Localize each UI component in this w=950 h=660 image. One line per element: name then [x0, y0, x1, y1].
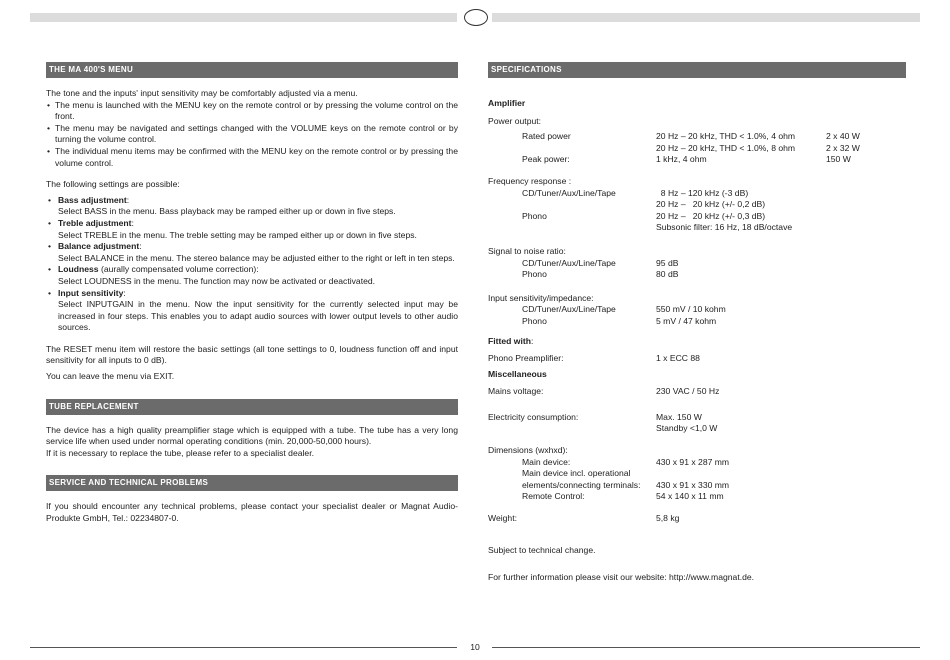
- setting-title: Balance adjustment: [58, 241, 140, 252]
- tube-heading: TUBE REPLACEMENT: [46, 399, 458, 415]
- spec-value: 80 dB: [656, 269, 679, 280]
- setting-text: Select BALANCE in the menu. The stereo balance may be adjusted either to the right or left in ten steps.: [58, 252, 455, 263]
- spec-heading: SPECIFICATIONS: [488, 62, 906, 78]
- spec-row: [488, 304, 906, 316]
- fitted-suffix: :: [530, 335, 534, 346]
- spec-value: Max. 150 W: [656, 411, 702, 422]
- spec-row: [488, 457, 906, 469]
- spec-label: Remote Control:: [522, 491, 585, 502]
- spec-row: [488, 412, 906, 424]
- tube-text: The device has a high quality preamplifier stage which is equipped with a tube. The tube has a very long service life when used under normal operating conditions (min. 20,000-50,000 hours).: [46, 424, 458, 447]
- bottom-line-left: [30, 647, 457, 648]
- amplifier-heading: Amplifier: [488, 98, 526, 108]
- spec-row: [488, 258, 906, 270]
- spec-value: 2 x 32 W: [826, 142, 860, 153]
- spec-label: elements/connecting terminals:: [522, 479, 641, 490]
- setting-treble: [46, 218, 458, 241]
- dimensions-label: Dimensions (wxhxd):: [488, 445, 568, 456]
- spec-label: Electricity consumption:: [488, 411, 579, 422]
- spec-value: 5,8 kg: [656, 513, 680, 524]
- spec-row: [488, 131, 906, 143]
- setting-text: Select LOUDNESS in the menu. The function may now be activated or deactivated.: [58, 275, 376, 286]
- left-column: [46, 62, 458, 525]
- setting-suffix: :: [139, 241, 142, 252]
- spec-row: [488, 423, 906, 435]
- spec-label: CD/Tuner/Aux/Line/Tape: [522, 304, 616, 315]
- spec-row: [488, 222, 906, 234]
- misc-heading: Miscellaneous: [488, 368, 547, 379]
- spec-value: 5 mV / 47 kohm: [656, 315, 717, 326]
- setting-suffix: :: [123, 287, 126, 298]
- setting-suffix: :: [126, 194, 130, 205]
- spec-value: 230 VAC / 50 Hz: [656, 386, 720, 397]
- setting-suffix: :: [131, 217, 134, 228]
- spec-value: 550 mV / 10 kohm: [656, 304, 726, 315]
- settings-intro: The following settings are possible:: [46, 179, 180, 190]
- spec-value: 430 x 91 x 330 mm: [656, 479, 730, 490]
- service-heading: SERVICE AND TECHNICAL PROBLEMS: [46, 475, 458, 491]
- spec-label: CD/Tuner/Aux/Line/Tape: [522, 187, 616, 198]
- bottom-line-right: [492, 647, 920, 648]
- spec-value: 20 Hz – 20 kHz, THD < 1.0%, 4 ohm: [656, 131, 796, 142]
- spec-value: 2 x 40 W: [826, 131, 860, 142]
- spec-label: Weight:: [488, 513, 517, 524]
- setting-text: Select INPUTGAIN in the menu. Now the input sensitivity for the currently selected input may be increased in four steps. This enables you to adapt audio sources with lower output levels to other audio sources.: [58, 299, 458, 333]
- further-info: For further information please visit our website: http://www.magnat.de.: [488, 572, 755, 583]
- spec-row: [488, 480, 906, 492]
- reset-text: The RESET menu item will restore the basic settings (all tone settings to 0, loudness function off and input sensitivity for all inputs to 0 dB).: [46, 343, 458, 366]
- setting-title: Treble adjustment: [58, 217, 132, 228]
- setting-input-sensitivity: [46, 288, 458, 334]
- sensitivity-label: Input sensitivity/impedance:: [488, 292, 594, 303]
- right-column: [488, 62, 906, 584]
- spec-row: [488, 211, 906, 223]
- menu-intro: The tone and the inputs' input sensitivity may be comfortably adjusted via a menu.: [46, 88, 358, 98]
- spec-value: 8 Hz – 120 kHz (-3 dB): [656, 187, 749, 198]
- spec-row: [488, 353, 906, 365]
- spec-label: Phono: [522, 269, 547, 280]
- spec-row: [488, 468, 906, 480]
- menu-bullets: [46, 100, 458, 170]
- top-bar-left: [30, 13, 457, 22]
- subject-to-change: Subject to technical change.: [488, 544, 596, 555]
- spec-value: Subsonic filter: 16 Hz, 18 dB/octave: [656, 222, 793, 233]
- exit-text: You can leave the menu via EXIT.: [46, 371, 175, 382]
- spec-value: 150 W: [826, 154, 851, 165]
- spec-row: [488, 316, 906, 328]
- spec-value: Standby <1,0 W: [656, 423, 718, 434]
- fitted-heading: Fitted with: [488, 335, 531, 346]
- spec-row: [488, 188, 906, 200]
- setting-text: Select TREBLE in the menu. The treble setting may be ramped either up or down in five steps.: [58, 229, 417, 240]
- spec-label: Peak power:: [522, 154, 570, 165]
- spec-value: 1 kHz, 4 ohm: [656, 154, 707, 165]
- spec-label: Main device incl. operational: [522, 468, 631, 479]
- spec-row: [488, 513, 906, 525]
- spec-value: 20 Hz – 20 kHz (+/- 0,3 dB): [656, 210, 766, 221]
- spec-row: [488, 491, 906, 503]
- spec-label: Phono: [522, 315, 547, 326]
- spec-value: 1 x ECC 88: [656, 353, 700, 364]
- top-bar-right: [492, 13, 920, 22]
- power-output-label: Power output:: [488, 115, 542, 126]
- settings-list: [46, 195, 458, 334]
- spec-row: [488, 154, 906, 166]
- spec-label: Mains voltage:: [488, 386, 544, 397]
- spec-value: 54 x 140 x 11 mm: [656, 491, 724, 502]
- snr-label: Signal to noise ratio:: [488, 245, 566, 256]
- page-oval-mark: [464, 9, 488, 26]
- spec-row: [488, 143, 906, 155]
- menu-bullet: • The menu may be navigated and settings changed with the VOLUME keys on the remote control or by turning the volume control.: [46, 123, 458, 146]
- menu-bullet: • The individual menu items may be confirmed with the MENU key on the remote control or by pressing the volume control.: [46, 146, 458, 169]
- spec-value: 430 x 91 x 287 mm: [656, 456, 730, 467]
- menu-heading: THE MA 400'S MENU: [46, 62, 458, 78]
- setting-text: Select BASS in the menu. Bass playback may be ramped either up or down in five steps.: [58, 206, 396, 217]
- spec-value: 95 dB: [656, 257, 679, 268]
- setting-loudness: [46, 264, 458, 287]
- spec-value: 20 Hz – 20 kHz, THD < 1.0%, 8 ohm: [656, 142, 796, 153]
- spec-label: Main device:: [522, 456, 571, 467]
- service-text: If you should encounter any technical problems, please contact your specialist dealer or Magnat Audio-Produkte GmbH, Tel.: 02234807-0.: [46, 501, 458, 524]
- spec-value: 20 Hz – 20 kHz (+/- 0,2 dB): [656, 199, 766, 210]
- setting-balance: [46, 241, 458, 264]
- setting-bass: [46, 195, 458, 218]
- spec-row: [488, 199, 906, 211]
- spec-label: CD/Tuner/Aux/Line/Tape: [522, 257, 616, 268]
- menu-bullet: • The menu is launched with the MENU key on the remote control or by pressing the volume control on the front.: [46, 100, 458, 123]
- spec-label: Rated power: [522, 131, 571, 142]
- setting-title: Bass adjustment: [58, 194, 127, 205]
- setting-title: Input sensitivity: [58, 287, 124, 298]
- freq-response-label: Frequency response :: [488, 175, 572, 186]
- spec-row: [488, 269, 906, 281]
- page-number: 10: [470, 642, 480, 652]
- spec-label: Phono Preamplifier:: [488, 353, 564, 364]
- setting-suffix: (aurally compensated volume correction):: [98, 264, 259, 275]
- setting-title: Loudness: [58, 264, 99, 275]
- spec-label: Phono: [522, 210, 547, 221]
- tube-text-2: If it is necessary to replace the tube, please refer to a specialist dealer.: [46, 447, 314, 458]
- spec-row: [488, 386, 906, 398]
